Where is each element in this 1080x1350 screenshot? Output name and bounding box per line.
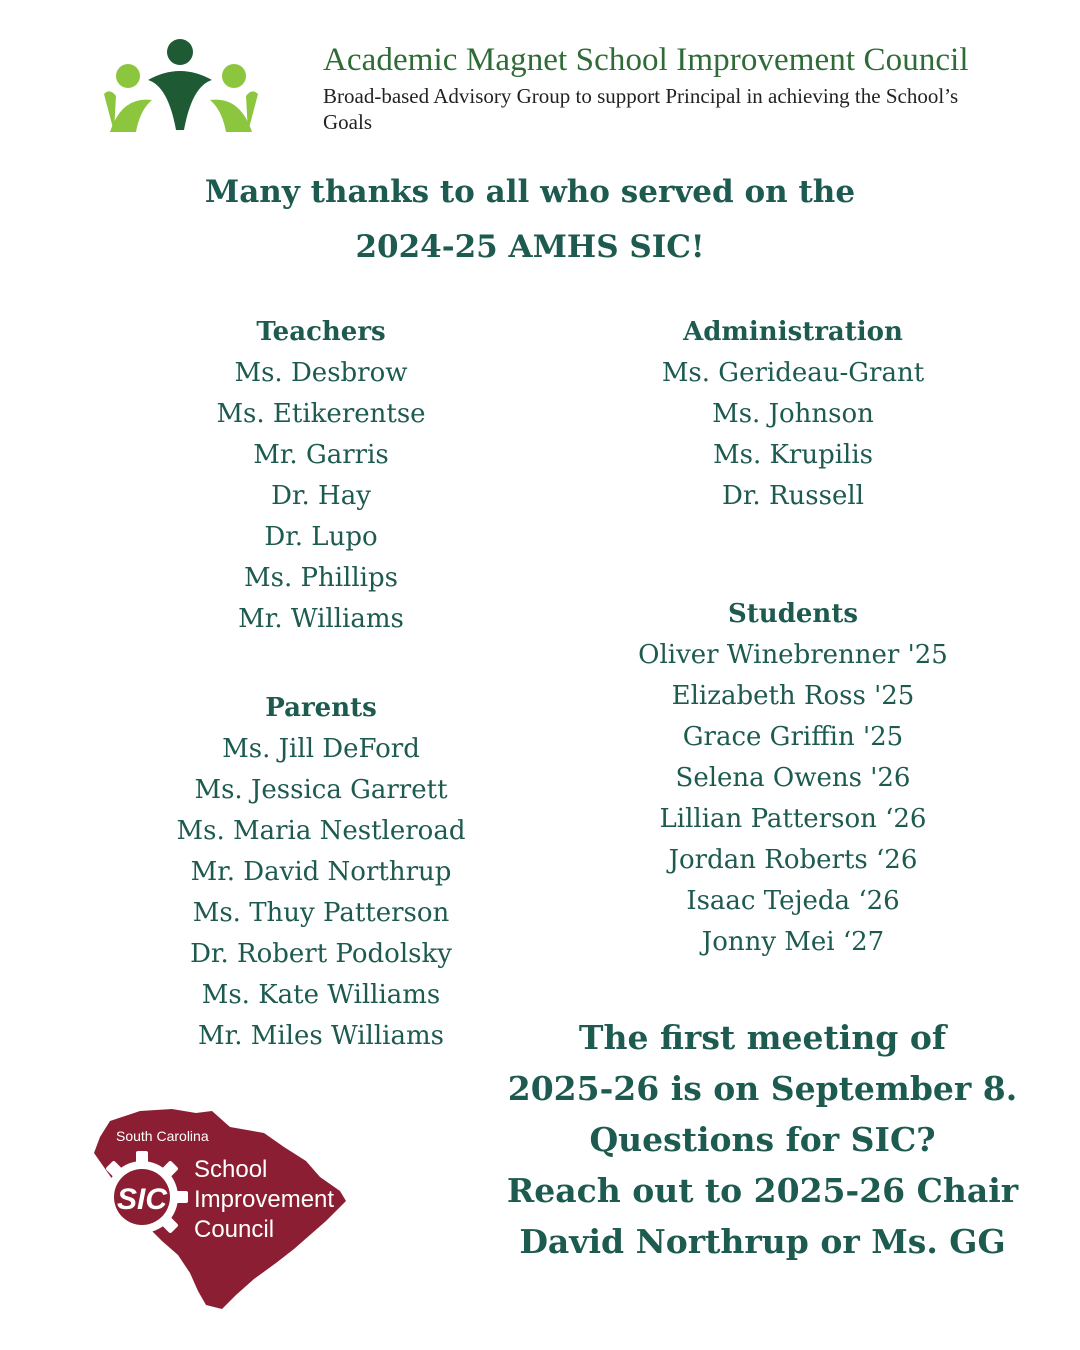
logo-center-person-head [167, 39, 193, 65]
parent-name: Dr. Robert Podolsky [190, 939, 452, 969]
student-name: Jonny Mei ‘27 [701, 927, 885, 957]
amsic-people-logo [100, 36, 262, 136]
logo-right-person-body [210, 100, 252, 132]
teachers-section [130, 312, 512, 640]
administrator-name: Ms. Gerideau-Grant [661, 358, 925, 388]
student-name: Selena Owens '26 [675, 763, 911, 793]
thanks-line-1: Many thanks to all who served on the [204, 174, 856, 210]
council-subtitle: Broad-based Advisory Group to support Principal in achieving the School’s Goals [323, 84, 959, 134]
teacher-name: Mr. Williams [238, 604, 404, 634]
parent-name: Ms. Maria Nestleroad [176, 816, 466, 846]
council-title: Academic Magnet School Improvement Council [323, 42, 969, 78]
parent-name: Mr. Miles Williams [198, 1021, 444, 1051]
student-name: Isaac Tejeda ‘26 [686, 886, 900, 916]
parent-name: Ms. Kate Williams [201, 980, 441, 1010]
administrator-name: Ms. Krupilis [712, 440, 874, 470]
meeting-line-4: Reach out to 2025-26 Chair [506, 1171, 1019, 1210]
logo-center-person-body [148, 71, 212, 130]
meeting-line-3: Questions for SIC? [589, 1120, 936, 1159]
thanks-line-2: 2024-25 AMHS SIC! [355, 229, 705, 265]
students-section [600, 594, 986, 963]
parent-name: Ms. Jill DeFord [222, 734, 420, 764]
parent-name: Ms. Thuy Patterson [192, 898, 450, 928]
logo-left-person-body [110, 100, 152, 132]
teachers-heading: Teachers [256, 317, 386, 347]
teacher-name: Dr. Lupo [264, 522, 378, 552]
administration-heading: Administration [683, 317, 903, 347]
student-name: Oliver Winebrenner '25 [638, 640, 948, 670]
administrator-name: Ms. Johnson [712, 399, 874, 429]
sic-logo-line-2: Improvement [194, 1186, 335, 1213]
logo-left-person-head [116, 64, 140, 88]
teacher-name: Ms. Etikerentse [216, 399, 426, 429]
teacher-name: Ms. Desbrow [234, 358, 408, 388]
parents-section [130, 688, 512, 1057]
sc-sic-logo [88, 1103, 350, 1313]
sic-logo-line-3: Council [194, 1216, 275, 1243]
teacher-name: Mr. Garris [253, 440, 389, 470]
administrator-name: Dr. Russell [722, 481, 864, 511]
student-name: Jordan Roberts ‘26 [668, 845, 918, 875]
meeting-line-2: 2025-26 is on September 8. [507, 1069, 1018, 1108]
sic-logo-gear-text: SIC [116, 1183, 168, 1216]
sic-logo-state-label: South Carolina [116, 1128, 209, 1144]
students-heading: Students [728, 599, 858, 629]
logo-right-person-head [222, 64, 246, 88]
meeting-line-5: David Northrup or Ms. GG [519, 1222, 1006, 1261]
student-name: Grace Griffin '25 [682, 722, 904, 752]
meeting-notice [505, 1012, 1020, 1267]
thanks-heading [0, 165, 1060, 275]
parents-heading: Parents [265, 693, 377, 723]
teacher-name: Dr. Hay [271, 481, 371, 511]
student-name: Elizabeth Ross '25 [671, 681, 915, 711]
parent-name: Ms. Jessica Garrett [194, 775, 448, 805]
sic-logo-line-1: School [194, 1156, 268, 1183]
teacher-name: Ms. Phillips [244, 563, 398, 593]
meeting-line-1: The first meeting of [578, 1018, 947, 1057]
administration-section [600, 312, 986, 517]
parent-name: Mr. David Northrup [190, 857, 452, 887]
student-name: Lillian Patterson ‘26 [659, 804, 927, 834]
